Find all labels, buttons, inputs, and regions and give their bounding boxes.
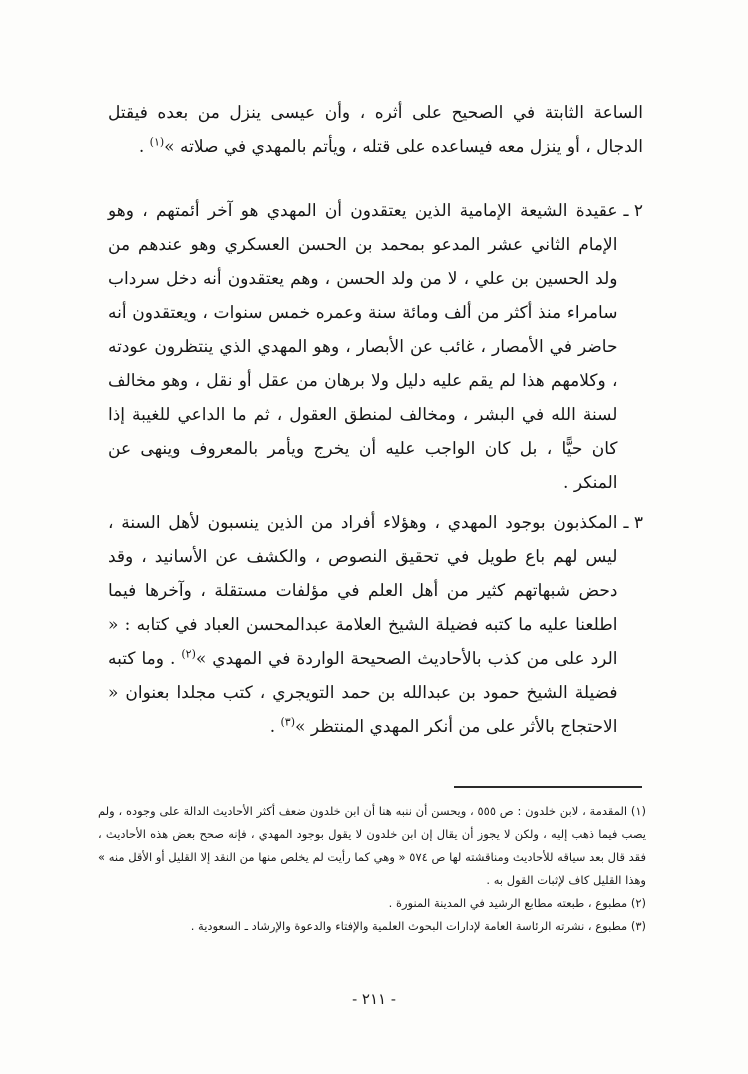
footnote-ref-1: (١) xyxy=(149,135,165,149)
list-item-text: عقيدة الشيعة الإمامية الذين يعتقدون أن المهدي هو آخر أئمتهم ، وهو الإمام الثاني عشر المدعو بمحمد بن الحسن العسكري وهو عندهم من ولد الحسين بن علي ، لا من ولد الحسن ، وهم يعتقدون أنه دخل سرداب سامراء منذ أكثر من ألف ومائة سنة وعمره خمس سنوات ، ويعتقدون أنه حاضر في الأمصار ، غائب عن الأبصار ، وهو المهدي الذي ينتظرون عودته ، وكلامهم هذا لم يقم عليه دليل ولا برهان من عقل أو نقل ، وهو مخالف لسنة الله في البشر ، ومخالف لمنطق العقول ، ثم ما الداعي للغيبة إذا كان حيًّا ، بل كان الواجب عليه أن يخرج ويأمر بالمعروف وينهى عن المنكر . xyxy=(108,201,618,493)
footnote-ref-3: (٣) xyxy=(280,715,296,729)
footnote-ref-2: (٢) xyxy=(181,647,196,661)
intro-text: الساعة الثابتة في الصحيح على أثره ، وأن عيسى ينزل من بعده فيقتل الدجال ، أو ينزل معه فيساعده على قتله ، ويأتم بالمهدي في صلاته » xyxy=(108,103,643,157)
footnote-1: (١) المقدمة ، لابن خلدون : ص ٥٥٥ ، ويحسن أن ننبه هنا أن ابن خلدون ضعف أكثر الأحاديث الدالة على وجوده ، ولم يصب فيما ذهب إليه ، ولكن لا يجوز أن يقال إن ابن خلدون لا يقول بوجود المهدي ، فإنه صحح بعض هذه الأحاديث ، فقد قال بعد سياقه للأحاديث ومناقشته لها ص ٥٧٤ « وهي كما رأيت لم يخلص منها من النقد إلا القليل أو الأقل منه » وهذا القليل كاف لإثبات القول به . xyxy=(98,804,647,887)
page-number: - ٢١١ - xyxy=(352,990,396,1008)
footnote-3: (٣) مطبوع ، نشرته الرئاسة العامة لإدارات البحوث العلمية والإفتاء والدعوة والإرشاد ـ السعودية . xyxy=(190,919,646,933)
list-item-3 xyxy=(108,506,643,744)
list-item-text-part-2: . وما كتبه فضيلة الشيخ حمود بن عبدالله بن حمد التويجري ، كتب مجلدا بعنوان « الاحتجاج بالأثر على من أنكر المهدي المنتظر » xyxy=(108,649,618,737)
list-item-number: ٣ ـ xyxy=(623,513,643,533)
list-item-text-part-1: المكذبون بوجود المهدي ، وهؤلاء أفراد من الذين ينسبون لأهل السنة ، ليس لهم باع طويل في تحقيق النصوص ، والكشف عن الأسانيد ، وقد دحض شبهاتهم كثير من أهل العلم في مؤلفات مستقلة ، وآخرها فيما اطلعنا عليه ما كتبه فضيلة الشيخ العلامة عبدالمحسن العباد في كتابه : « الرد على من كذب بالأحاديث الصحيحة الواردة في المهدي » xyxy=(108,513,618,669)
footnote-2: (٢) مطبوع ، طبعته مطابع الرشيد في المدينة المنورة . xyxy=(388,896,646,910)
list-item-2 xyxy=(108,194,643,500)
list-item-text-end: . xyxy=(269,717,281,737)
intro-paragraph xyxy=(108,96,643,164)
list-item-text xyxy=(108,506,617,744)
footnote-divider xyxy=(454,786,642,788)
list-item-number: ٢ ـ xyxy=(623,201,643,221)
footnotes xyxy=(98,800,646,938)
intro-end: . xyxy=(138,137,150,157)
